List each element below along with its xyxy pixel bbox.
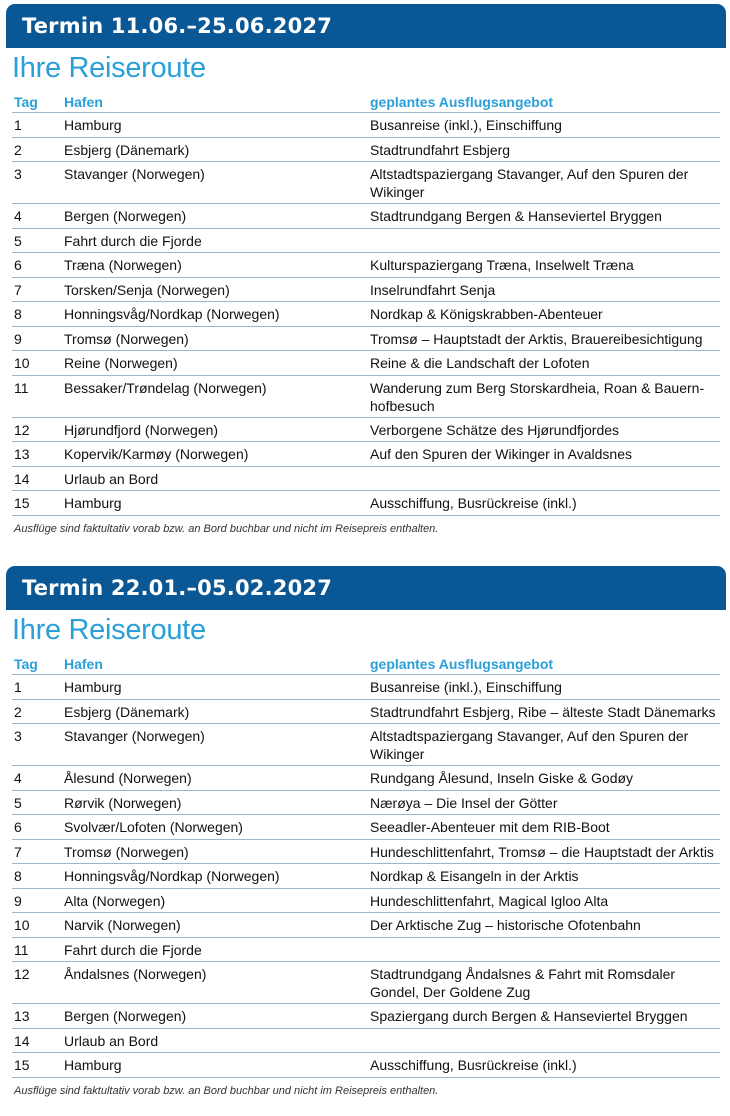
cell-hafen: Torsken/Senja (Norwegen) — [64, 281, 230, 298]
table-row — [12, 766, 720, 791]
cell-hafen: Bessaker/Trøndelag (Norwegen) — [64, 379, 267, 396]
table-row — [12, 815, 720, 840]
table-row — [12, 962, 720, 1004]
cell-tag: 10 — [14, 917, 30, 933]
table-row — [12, 467, 720, 492]
header-ausflug: geplantes Ausflugsangebot — [370, 656, 554, 672]
cell-hafen: Hamburg — [64, 495, 122, 511]
cell-tag: 4 — [14, 770, 22, 786]
cell-tag: 15 — [14, 1057, 30, 1073]
table-row — [12, 113, 720, 138]
cell-ausflug: Inselrundfahrt Senja — [370, 281, 496, 298]
cell-ausflug: Ausschiffung, Busrückreise (inkl.) — [370, 495, 577, 511]
cell-tag: 5 — [14, 794, 22, 811]
cell-tag: 8 — [14, 868, 22, 884]
table-row — [12, 1029, 720, 1054]
cell-ausflug: Busanreise (inkl.), Einschiffung — [370, 117, 562, 133]
cell-hafen: Stavanger (Norwegen) — [64, 166, 205, 182]
itinerary-table — [12, 652, 720, 1078]
cell-tag: 10 — [14, 355, 30, 371]
cell-tag: 8 — [14, 306, 22, 322]
cell-hafen: Honningsvåg/Nordkap (Norwegen) — [64, 306, 280, 322]
cell-tag: 14 — [14, 1032, 30, 1049]
cell-tag: 7 — [14, 843, 22, 860]
table-row — [12, 889, 720, 914]
table-header-row — [12, 652, 720, 675]
cell-tag: 4 — [14, 208, 22, 224]
table-row — [12, 418, 720, 443]
cell-hafen: Stavanger (Norwegen) — [64, 728, 205, 744]
cell-tag: 1 — [14, 679, 22, 695]
itinerary-table — [12, 90, 720, 516]
cell-ausflug: Reine & die Landschaft der Lofoten — [370, 355, 590, 371]
table-row — [12, 351, 720, 376]
cell-hafen: Kopervik/Karmøy (Norwegen) — [64, 446, 249, 462]
cell-ausflug: Nordkap & Eisangeln in der Arktis — [370, 868, 579, 884]
table-row — [12, 162, 720, 204]
table-row — [12, 864, 720, 889]
table-row — [12, 327, 720, 352]
cell-ausflug: Tromsø – Hauptstadt der Arktis, Brauereibesichtigung — [370, 330, 703, 347]
cell-hafen: Narvik (Norwegen) — [64, 917, 181, 933]
cell-hafen: Svolvær/Lofoten (Norwegen) — [64, 819, 243, 835]
table-row — [12, 1053, 720, 1078]
table-header-row — [12, 90, 720, 113]
cell-hafen: Hjørundfjord (Norwegen) — [64, 421, 219, 438]
table-row — [12, 840, 720, 865]
cell-tag: 7 — [14, 281, 22, 298]
termin-banner: Termin 11.06.–25.06.2027 — [6, 4, 726, 48]
table-row — [12, 204, 720, 229]
cell-hafen: Bergen (Norwegen) — [64, 1008, 187, 1024]
table-row — [12, 229, 720, 254]
header-tag: Tag — [14, 94, 38, 110]
cell-ausflug: Kulturspaziergang Træna, Inselwelt Træna — [370, 257, 634, 273]
cell-ausflug: Nærøya – Die Insel der Götter — [370, 794, 558, 811]
table-row — [12, 491, 720, 516]
table-row — [12, 302, 720, 327]
cell-hafen: Honningsvåg/Nordkap (Norwegen) — [64, 868, 280, 884]
cell-tag: 5 — [14, 232, 22, 249]
footnote: Ausflüge sind faktultativ vorab bzw. an Bord buchbar und nicht im Reisepreis enthalten. — [14, 1085, 439, 1097]
cell-hafen: Bergen (Norwegen) — [64, 208, 187, 224]
cell-hafen: Hamburg — [64, 117, 122, 133]
cell-tag: 6 — [14, 819, 22, 835]
cell-hafen: Urlaub an Bord — [64, 1032, 159, 1049]
cell-tag: 3 — [14, 166, 22, 182]
route-title: Ihre Reiseroute — [12, 614, 206, 646]
cell-ausflug: Spaziergang durch Bergen & Hanseviertel Bryggen — [370, 1008, 688, 1024]
termin-banner: Termin 22.01.–05.02.2027 — [6, 566, 726, 610]
cell-hafen: Urlaub an Bord — [64, 470, 159, 487]
cell-ausflug: Auf den Spuren der Wikinger in Avaldsnes — [370, 446, 633, 462]
header-hafen: Hafen — [64, 94, 103, 110]
cell-tag: 1 — [14, 117, 22, 133]
table-row — [12, 253, 720, 278]
cell-ausflug: Altstadtspaziergang Stavanger, Auf den Spuren der Wikinger — [370, 728, 689, 762]
cell-tag: 14 — [14, 470, 30, 487]
cell-ausflug: Busanreise (inkl.), Einschiffung — [370, 679, 562, 695]
cell-hafen: Hamburg — [64, 1057, 122, 1073]
cell-ausflug: Rundgang Ålesund, Inseln Giske & Godøy — [370, 770, 634, 786]
cell-hafen: Esbjerg (Dänemark) — [64, 703, 190, 720]
cell-tag: 6 — [14, 257, 22, 273]
cell-hafen: Hamburg — [64, 679, 122, 695]
cell-hafen: Ålesund (Norwegen) — [64, 770, 192, 786]
cell-hafen: Rørvik (Norwegen) — [64, 794, 182, 811]
cell-tag: 13 — [14, 446, 30, 462]
cell-ausflug: Altstadtspaziergang Stavanger, Auf den Spuren der Wikinger — [370, 166, 689, 200]
cell-tag: 9 — [14, 330, 22, 347]
cell-tag: 2 — [14, 141, 22, 158]
cell-hafen: Åndalsnes (Norwegen) — [64, 966, 207, 982]
cell-ausflug: Stadtrundgang Bergen & Hanseviertel Bryggen — [370, 208, 662, 224]
cell-tag: 11 — [14, 379, 29, 396]
cell-ausflug: Ausschiffung, Busrückreise (inkl.) — [370, 1057, 577, 1073]
cell-hafen: Esbjerg (Dänemark) — [64, 141, 190, 158]
table-row — [12, 442, 720, 467]
cell-ausflug: Stadtrundgang Åndalsnes & Fahrt mit Romsdaler Gondel, Der Goldene Zug — [370, 966, 676, 1000]
route-title: Ihre Reiseroute — [12, 52, 206, 84]
cell-ausflug: Verborgene Schätze des Hjørundfjordes — [370, 421, 620, 438]
cell-tag: 2 — [14, 703, 22, 720]
cell-hafen: Tromsø (Norwegen) — [64, 330, 189, 347]
table-row — [12, 700, 720, 725]
cell-tag: 3 — [14, 728, 22, 744]
cell-ausflug: Hundeschlittenfahrt, Tromsø – die Hauptstadt der Arktis — [370, 843, 714, 860]
cell-ausflug: Der Arktische Zug – historische Ofotenbahn — [370, 917, 641, 933]
table-row — [12, 675, 720, 700]
table-row — [12, 938, 720, 963]
table-row — [12, 278, 720, 303]
cell-ausflug: Hundeschlittenfahrt, Magical Igloo Alta — [370, 892, 609, 909]
header-ausflug: geplantes Ausflugsangebot — [370, 94, 554, 110]
cell-tag: 12 — [14, 421, 30, 438]
cell-hafen: Fahrt durch die Fjorde — [64, 232, 202, 249]
cell-ausflug: Stadtrundfahrt Esbjerg — [370, 141, 511, 158]
header-tag: Tag — [14, 656, 38, 672]
table-row — [12, 1004, 720, 1029]
table-row — [12, 724, 720, 766]
header-hafen: Hafen — [64, 656, 103, 672]
cell-tag: 13 — [14, 1008, 30, 1024]
table-row — [12, 376, 720, 418]
cell-ausflug: Wanderung zum Berg Storskardheia, Roan & Bauern-hofbesuch — [370, 379, 705, 414]
cell-tag: 11 — [14, 941, 29, 958]
footnote: Ausflüge sind faktultativ vorab bzw. an Bord buchbar und nicht im Reisepreis enthalten. — [14, 523, 439, 535]
cell-ausflug: Seeadler-Abenteuer mit dem RIB-Boot — [370, 819, 610, 835]
cell-hafen: Alta (Norwegen) — [64, 892, 166, 909]
cell-ausflug: Stadtrundfahrt Esbjerg, Ribe – älteste Stadt Dänemarks — [370, 703, 716, 720]
cell-tag: 9 — [14, 892, 22, 909]
cell-hafen: Reine (Norwegen) — [64, 355, 178, 371]
cell-ausflug: Nordkap & Königskrabben-Abenteuer — [370, 306, 603, 322]
cell-tag: 12 — [14, 966, 30, 982]
table-row — [12, 791, 720, 816]
table-row — [12, 138, 720, 163]
cell-tag: 15 — [14, 495, 30, 511]
cell-hafen: Tromsø (Norwegen) — [64, 843, 189, 860]
table-row — [12, 913, 720, 938]
cell-hafen: Fahrt durch die Fjorde — [64, 941, 202, 958]
cell-hafen: Træna (Norwegen) — [64, 257, 182, 273]
